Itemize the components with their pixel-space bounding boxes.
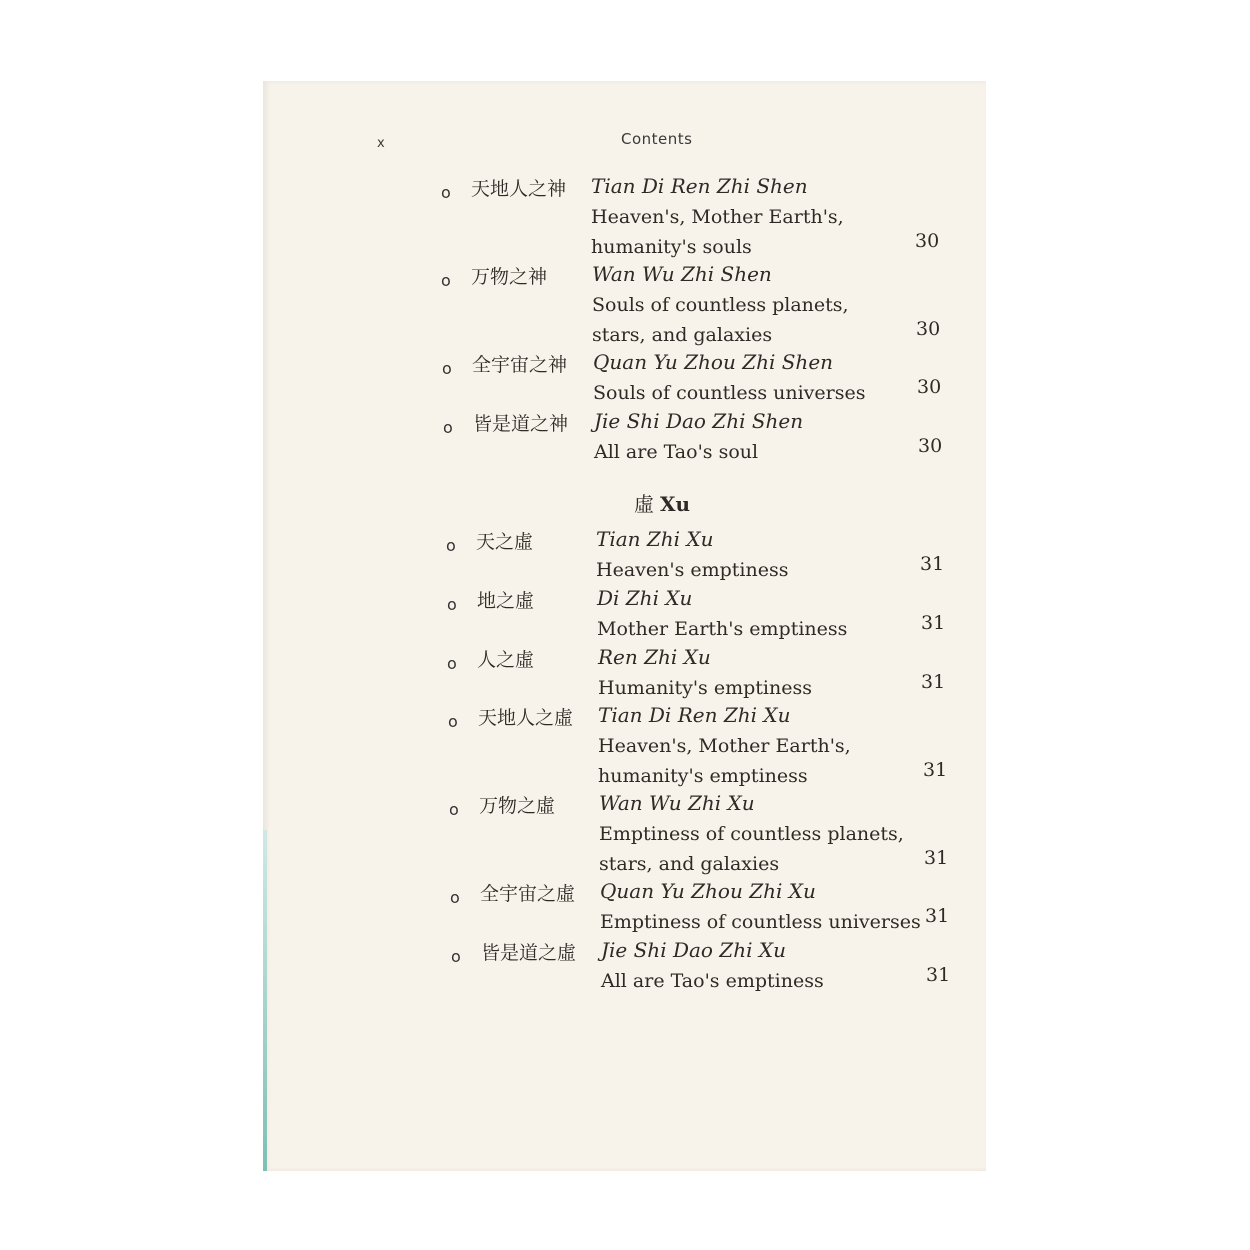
entry-pinyin: Ren Zhi Xu [598,645,711,669]
toc-entry [450,879,955,939]
toc-entry [442,350,947,410]
bullet-marker: o [441,183,451,202]
entry-pinyin: Tian Zhi Xu [596,527,714,551]
bullet-marker: o [449,800,459,819]
entry-pinyin: Tian Di Ren Zhi Shen [591,174,808,198]
bullet-marker: o [450,888,460,907]
entry-description: humanity's souls [591,235,752,258]
entry-hanzi: 皆是道之虛 [481,942,577,964]
entry-pinyin: Tian Di Ren Zhi Xu [598,703,791,727]
page-number: 31 [926,964,951,986]
entry-description: Mother Earth's emptiness [597,618,848,640]
entry-pinyin: Wan Wu Zhi Xu [599,791,755,815]
entry-pinyin: Jie Shi Dao Zhi Xu [601,938,786,962]
bullet-marker: o [443,418,453,437]
entry-hanzi: 全宇宙之神 [472,354,568,376]
entry-description: Heaven's, Mother Earth's, [598,735,851,757]
entry-hanzi: 天之虛 [476,531,534,553]
page-number: 31 [924,846,949,869]
toc-entry [446,527,950,587]
toc-entry [449,791,954,875]
section-heading-title: Xu [660,492,691,516]
toc-entry [447,645,951,705]
entry-pinyin: Di Zhi Xu [597,586,693,610]
toc-entry [443,409,948,469]
bullet-marker: o [447,654,457,673]
entry-hanzi: 全宇宙之虛 [480,883,576,905]
bullet-marker: o [442,359,452,378]
bullet-marker: o [446,536,456,555]
entry-description: Heaven's, Mother Earth's, [591,206,844,228]
section-heading [634,488,690,517]
entry-description: Souls of countless universes [593,382,866,404]
entry-pinyin: Quan Yu Zhou Zhi Xu [600,879,816,903]
section-heading-hanzi: 虛 [634,492,654,516]
running-head: Contents [621,130,693,148]
entry-hanzi: 万物之虛 [479,795,556,817]
entry-hanzi: 天地人之神 [471,178,567,200]
entry-description: stars, and galaxies [599,852,780,875]
page-number: 30 [915,229,940,252]
entry-pinyin: Jie Shi Dao Zhi Shen [594,409,804,433]
entry-pinyin: Wan Wu Zhi Shen [592,262,772,286]
entry-hanzi: 皆是道之神 [473,413,569,435]
entry-hanzi: 天地人之虛 [478,707,574,729]
bullet-marker: o [441,271,451,290]
page-number: 31 [920,553,945,575]
entry-description: Emptiness of countless planets, [599,823,904,845]
page-number: 30 [916,317,941,340]
toc-entry [447,586,951,646]
entry-hanzi: 万物之神 [471,266,548,288]
entry-description: stars, and galaxies [592,323,773,346]
entry-description: Souls of countless planets, [592,294,849,316]
page-number: 31 [921,612,946,634]
entry-hanzi: 人之虛 [477,649,535,671]
entry-description: Emptiness of countless universes [600,911,921,933]
page-number: 31 [923,758,948,781]
toc-entry [441,262,946,346]
toc-entry [448,703,953,787]
page-number: 31 [925,905,950,927]
page-number: 30 [917,376,942,398]
bullet-marker: o [448,712,458,731]
entry-description: Humanity's emptiness [598,677,812,699]
toc-entry [441,174,945,258]
bullet-marker: o [451,947,461,966]
bullet-marker: o [447,595,457,614]
entry-description: humanity's emptiness [598,764,808,787]
toc-entry [451,938,956,998]
entry-description: All are Tao's soul [594,441,759,463]
entry-description: Heaven's emptiness [596,559,789,581]
page-edge [263,830,267,1171]
entry-pinyin: Quan Yu Zhou Zhi Shen [593,350,834,374]
entry-description: All are Tao's emptiness [601,970,824,992]
page-number: 31 [921,671,946,693]
page-folio: x [377,136,385,151]
page-number: 30 [918,435,943,457]
entry-hanzi: 地之虛 [477,590,535,612]
